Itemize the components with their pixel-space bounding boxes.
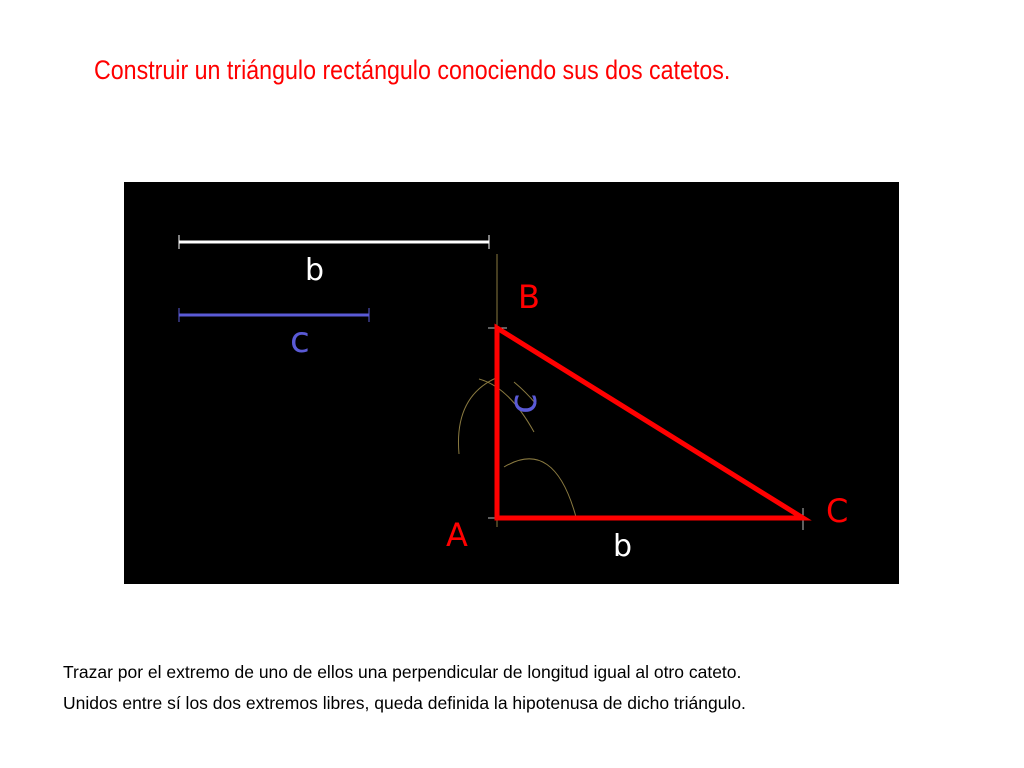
construction-arc-left (458, 378, 496, 454)
right-triangle (497, 328, 803, 518)
caption-line-1: Trazar por el extremo de uno de ellos una perpendicular de longitud igual al otro cateto. (63, 662, 742, 682)
vertex-c-label: C (826, 492, 849, 530)
vertex-a-label: A (446, 516, 468, 554)
arc-c-label: c (501, 393, 545, 414)
slide-title: Construir un triángulo rectángulo conociendo sus dos catetos. (94, 55, 731, 85)
construction-diagram (124, 182, 899, 584)
caption-line-2: Unidos entre sí los dos extremos libres, queda definida la hipotenusa de dicho triángulo. (63, 693, 746, 713)
given-segment-b-label: b (305, 253, 325, 288)
given-segment-c-label: c (290, 320, 310, 361)
diagram-svg (124, 182, 899, 584)
construction-arc-lower (504, 459, 576, 517)
caption (63, 657, 746, 719)
vertex-b-label: B (518, 278, 540, 316)
side-b-label: b (613, 529, 633, 564)
